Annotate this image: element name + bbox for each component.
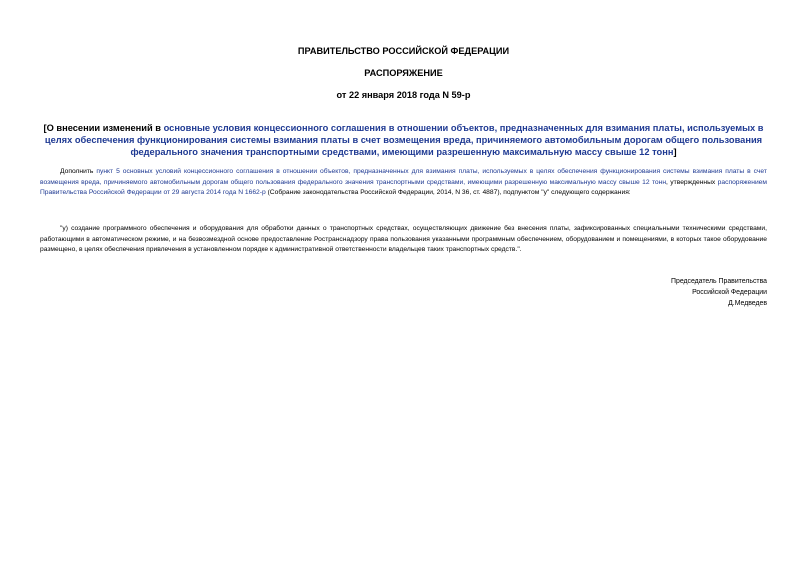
title-suffix: ]: [673, 147, 677, 157]
signature-title: Председатель Правительства: [671, 278, 767, 285]
signature-block: [567, 276, 767, 310]
p1-link-order[interactable]: распоряжением Правительства Российской Федерации от 29 августа 2014 года N 1662-р: [40, 178, 767, 197]
document-title: [40, 122, 767, 158]
government-heading: ПРАВИТЕЛЬСТВО РОССИЙСКОЙ ФЕДЕРАЦИИ: [297, 46, 510, 56]
title-link[interactable]: основные условия концессионного соглашения в отношении объектов, предназначенных для взимания платы, используемых в целях обеспечения функционирования системы взимания платы в счет возмещения вреда, причиняемого автомобильным дорогам общего пользования федерального значения транспортными средствами, имеющими разрешенную максимальную массу свыше 12 тонн: [44, 123, 764, 157]
p1-prefix: Дополнить: [60, 168, 97, 175]
p1-link-clause[interactable]: пункт 5 основных условий концессионного соглашения в отношении объектов, предназначенных для взимания платы, используемых в целях обеспечения функционирования системы взимания платы в счет возмещения вреда, причиняемого автомобильным дорогам общего пользования федерального значения транспортными средствами, имеющими разрешенную максимальную массу свыше 12 тонн: [40, 168, 767, 186]
signature-country: Российской Федерации: [692, 289, 767, 297]
document-type: РАСПОРЯЖЕНИЕ: [364, 68, 443, 78]
title-prefix: [О внесении изменений в: [43, 123, 164, 133]
body-paragraph-2: "у) создание программного обеспечения и оборудования для обработки данных о транспортных средствах, осуществляющих движение без внесения платы, зафиксированных специальными техническими средствами, работающими в автоматическом режиме, и на безвозмездной основе предоставление Ространснадзору права пользования указанными программным обеспечением, оборудованием и помещениями, в которых такое оборудование размещено, в целях обеспечения привлечения в установленном порядке к административной ответственности владельцев таких транспортных средств.".: [40, 225, 767, 254]
p1-suffix: (Собрание законодательства Российской Федерации, 2014, N 36, ст. 4887), подпунктом "у" следующего содержания:: [265, 189, 631, 197]
p1-mid: , утвержденных: [666, 178, 718, 186]
signature-name: Д.Медведев: [728, 300, 767, 308]
body-paragraph-1: [40, 167, 767, 199]
document-date-number: от 22 января 2018 года N 59-р: [336, 90, 471, 100]
